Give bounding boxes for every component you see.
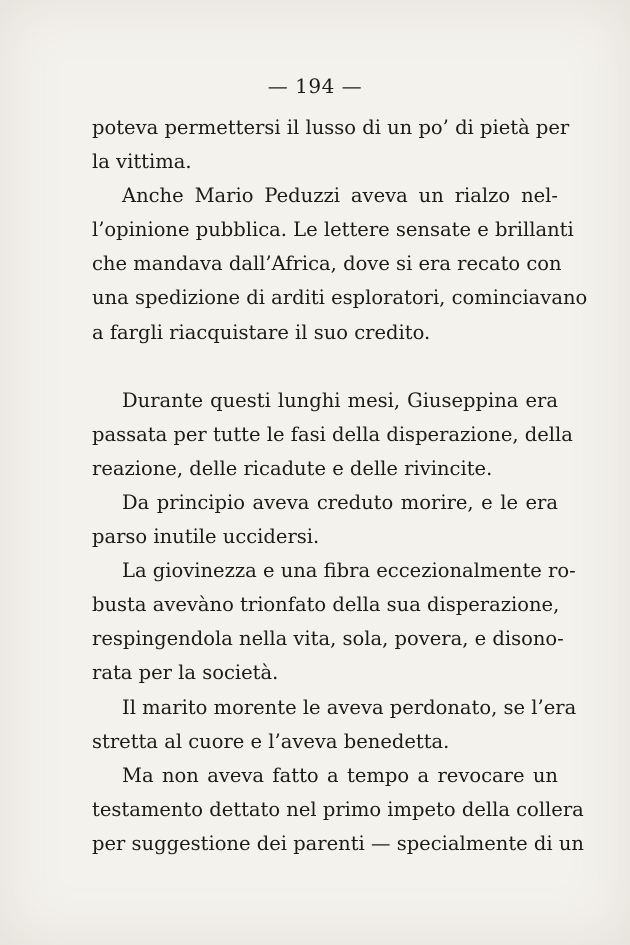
- text-line: poteva permettersi il lusso di un po’ di pietà per: [92, 116, 570, 139]
- text-line: La giovinezza e una fibra eccezionalmente ro-: [122, 559, 576, 583]
- text-line: una spedizione di arditi esploratori, cominciavano: [92, 286, 588, 310]
- body-text: [92, 111, 588, 861]
- text-line: busta avevàno trionfato della sua disperazione,: [92, 593, 560, 617]
- text-line: reazione, delle ricadute e delle rivincite.: [92, 456, 493, 480]
- text-line: l’opinione pubblica. Le lettere sensate e brillanti: [92, 218, 574, 242]
- section-break: [92, 350, 558, 384]
- text-line: a fargli riacquistare il suo credito.: [92, 320, 431, 344]
- text-line: Anche Mario Peduzzi aveva un rialzo nel-: [122, 184, 558, 208]
- text-line: Da principio aveva creduto morire, e le era: [122, 490, 558, 514]
- text-line: passata per tutte le fasi della disperazione, della: [92, 422, 573, 446]
- text-line: che mandava dall’Africa, dove si era recato con: [92, 252, 562, 276]
- text-line: respingendola nella vita, sola, povera, e disono-: [92, 627, 564, 651]
- text-line: rata per la società.: [92, 661, 279, 685]
- page-number: — 194 —: [267, 74, 363, 98]
- text-line: Durante questi lunghi mesi, Giuseppina era: [122, 388, 558, 412]
- text-line: Ma non aveva fatto a tempo a revocare un: [122, 763, 558, 787]
- text-line: stretta al cuore e l’aveva benedetta.: [92, 729, 450, 753]
- text-line: per suggestione dei parenti — specialmente di un: [92, 831, 584, 855]
- text-line: Il marito morente le aveva perdonato, se l’era: [122, 695, 577, 719]
- text-line: parso inutile uccidersi.: [92, 525, 320, 549]
- text-line: la vittima.: [92, 150, 192, 174]
- text-line: testamento dettato nel primo impeto della collera: [92, 797, 584, 821]
